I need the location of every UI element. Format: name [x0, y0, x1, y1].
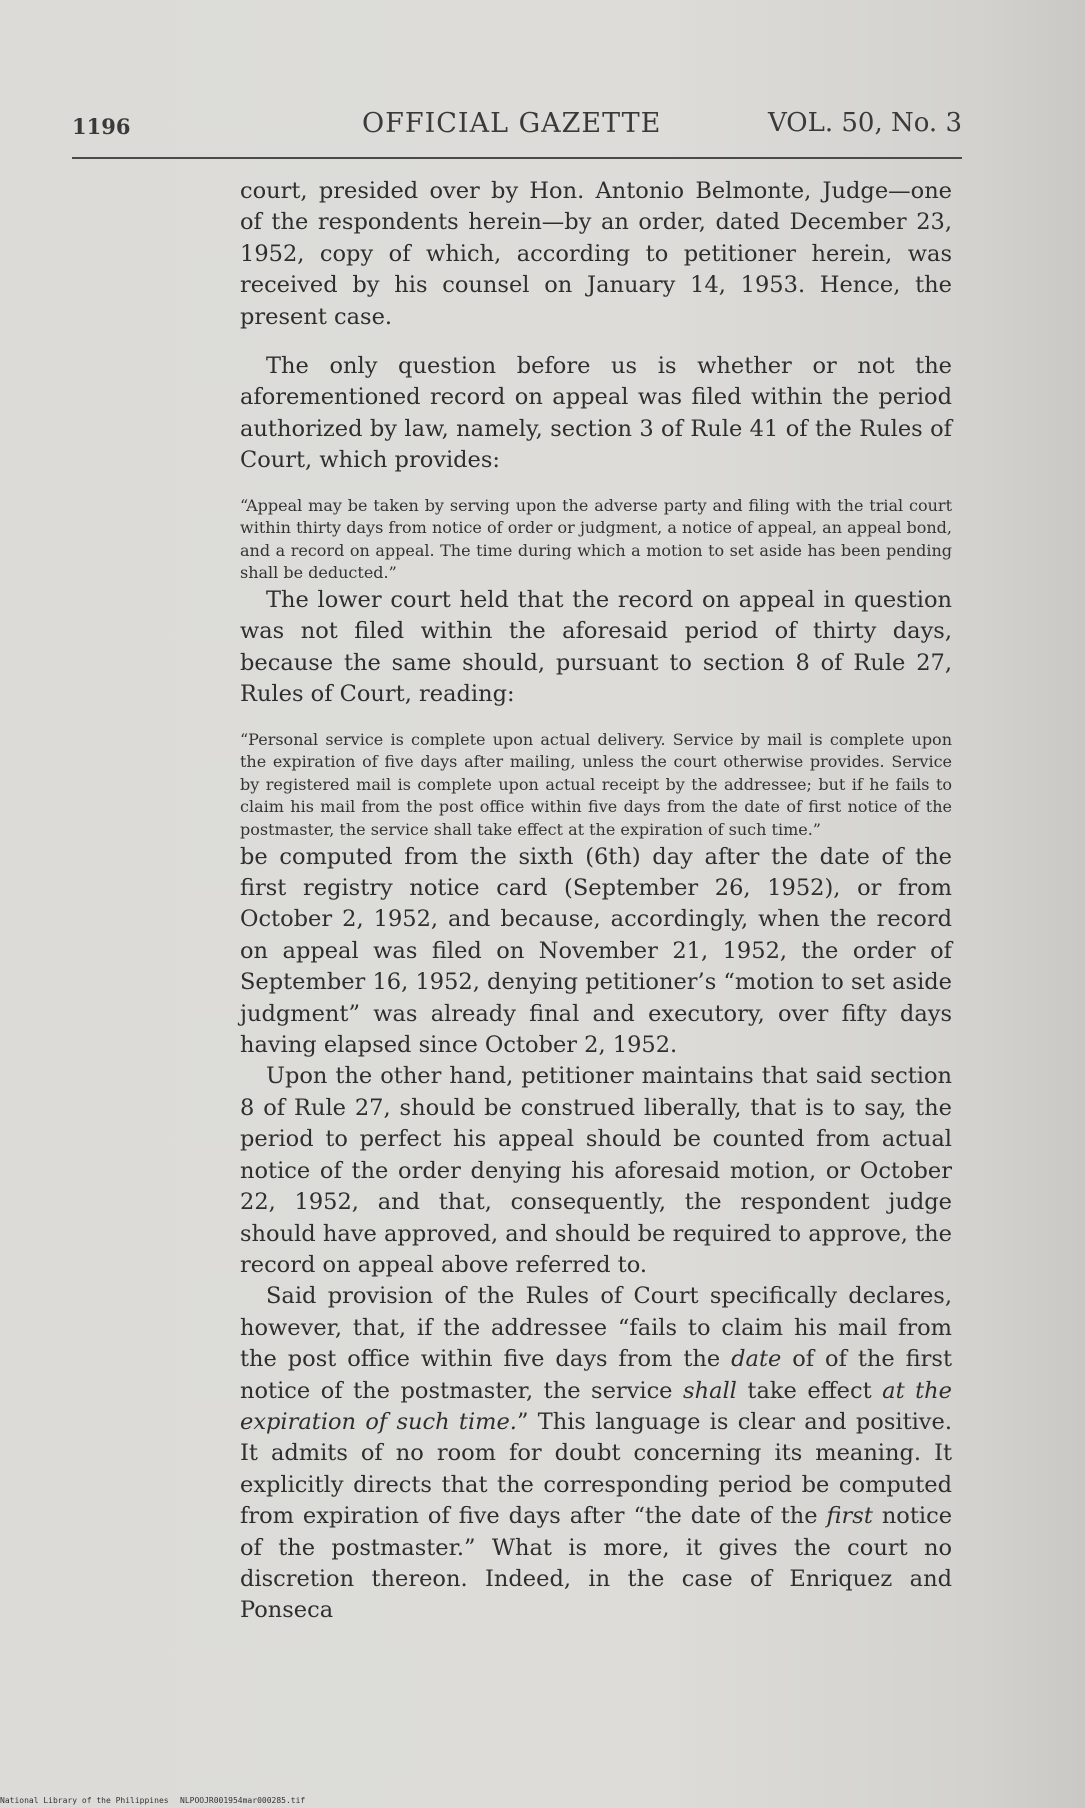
p6-text-e: take effect	[736, 1377, 883, 1404]
gazette-title: OFFICIAL GAZETTE	[362, 108, 662, 139]
footer-source: National Library of the Philippines	[0, 1796, 169, 1805]
p6-text-g: ” This language is clear and positive. It admits of no room for doubt concerning its meaning. It explicitly directs that the corresponding period be computed from expiration of five days after “the date of the	[240, 1408, 952, 1530]
paragraph-3: The lower court held that the record on appeal in question was not filed within the aforesaid period of thirty days, because the same should, pursuant to section 8 of Rule 27, Rules of Court, reading:	[240, 587, 952, 708]
paragraph-5: Upon the other hand, petitioner maintains that said section 8 of Rule 27, should be construed liberally, that is to say, the period to perfect his appeal should be counted from actual notice of the order denying his aforesaid motion, or October 22, 1952, and that, consequently, the respondent judge should have approved, and should be required to approve, the record on appeal above referred to.	[240, 1063, 952, 1278]
header-rule	[72, 157, 962, 159]
page-header	[72, 100, 962, 140]
paragraph-6	[240, 1281, 952, 1626]
p6-emph-first: first	[826, 1503, 873, 1530]
p6-emph-date: date	[731, 1346, 782, 1373]
p6-text-i: notice of the postmaster.” What is more, it gives the court no discretion thereon. Indeed, in the case of Enriquez and Ponseca	[240, 1503, 953, 1624]
quote-rule-41: “Appeal may be taken by serving upon the adverse party and filing with the trial court within thirty days from notice of order or judgment, a notice of appeal, an appeal bond, and a record on appeal. The time during which a motion to set aside has been pending shall be deducted.”	[240, 495, 952, 583]
paragraph-1: court, presided over by Hon. Antonio Belmonte, Judge—one of the respondents herein—by an order, dated December 23, 1952, copy of which, according to petitioner herein, was received by his counsel on January 14, 1953. Hence, the present case.	[240, 178, 952, 330]
body-text	[240, 176, 952, 1627]
paragraph-4: be computed from the sixth (6th) day after the date of the first registry notice card (September 26, 1952), or from October 2, 1952, and because, accordingly, when the record on appeal was filed on November 21, 1952, the order of September 16, 1952, denying petitioner’s “motion to set aside judgment” was already final and executory, over fifty days having elapsed since October 2, 1952.	[240, 843, 952, 1059]
p6-emph-expiration: at the expiration of such time.	[240, 1377, 952, 1435]
paragraph-2: The only question before us is whether or not the aforementioned record on appeal was filed within the period authorized by law, namely, section 3 of Rule 41 of the Rules of Court, which provides:	[240, 353, 952, 474]
p6-text-c: of of the first notice of the postmaster, the service	[240, 1346, 953, 1404]
page-number: 1196	[72, 114, 131, 139]
volume-number: VOL. 50, No. 3	[767, 108, 962, 138]
p6-emph-shall: shall	[683, 1377, 737, 1404]
p6-text-a: Said provision of the Rules of Court specifically declares, however, that, if the addressee “fails to claim his mail from the post office within five days from the	[240, 1283, 952, 1373]
quote-rule-27: “Personal service is complete upon actual delivery. Service by mail is complete upon the expiration of five days after mailing, unless the court otherwise provides. Service by registered mail is complete upon actual receipt by the addressee; but if he fails to claim his mail from the post office within five days from the date of first notice of the postmaster, the service shall take effect at the expiration of such time.”	[240, 729, 952, 840]
scan-footer	[0, 1796, 1085, 1808]
footer-file: NLPOOJR001954mar000285.tif	[180, 1796, 306, 1805]
